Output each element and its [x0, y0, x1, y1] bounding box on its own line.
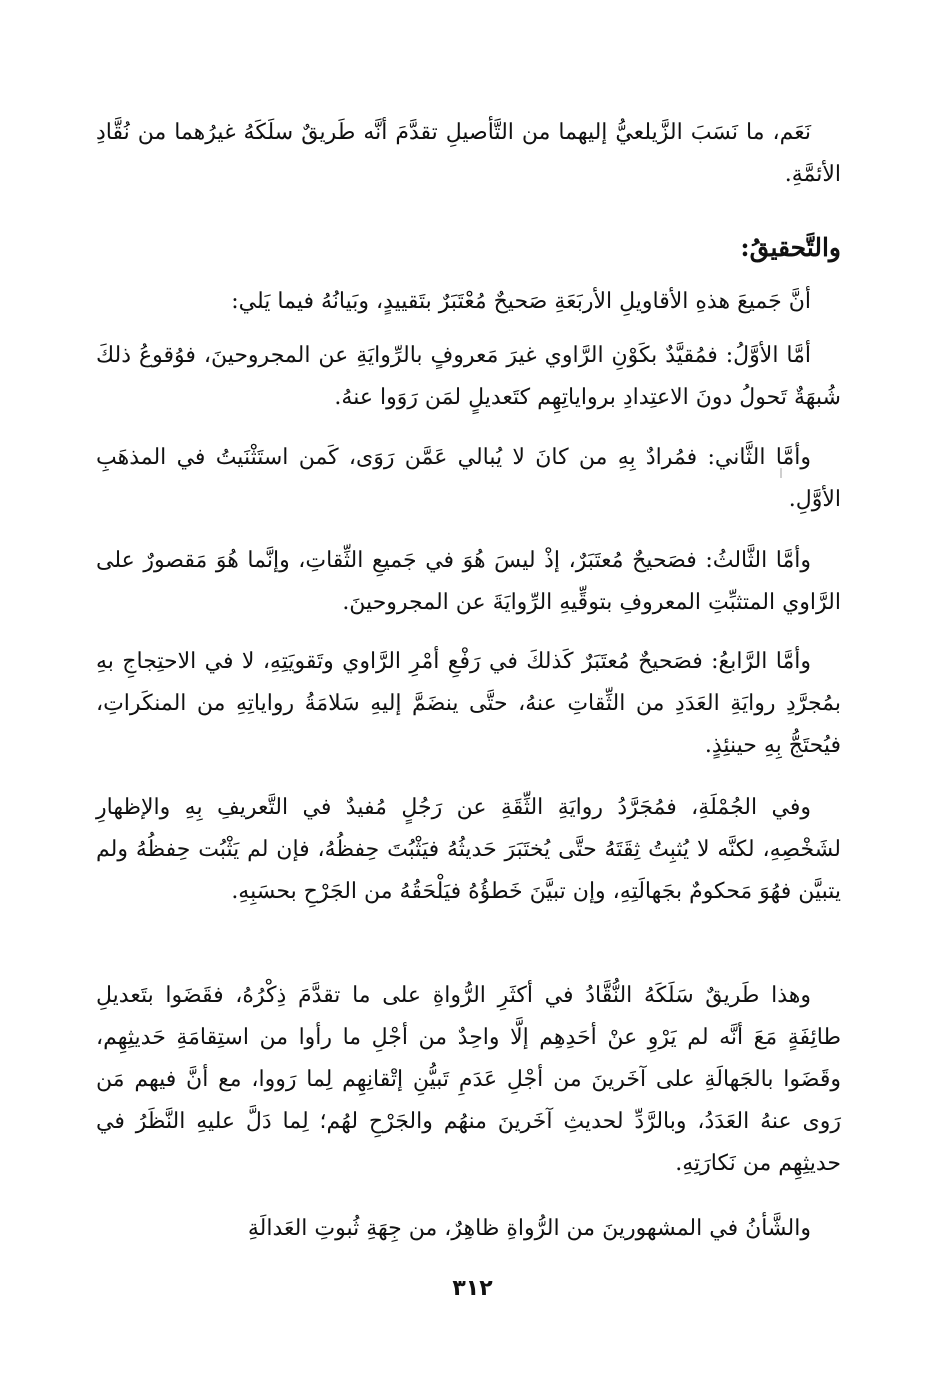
first-opinion-paragraph: أمَّا الأوَّلُ: فمُقيَّدٌ بكَوْنِ الرَّاوي غيرَ مَعروفٍ بالرِّوايَةِ عن المجروحينَ، فوُقوعُ ذلكَ شُبهَةٌ تَحولُ دونَ الاعتِدادِ برواياتِهِم كتَعديلٍ لمَن رَوَوا عنهُ. [96, 343, 841, 410]
summary-block [96, 281, 841, 323]
famous-narrators-paragraph: والشَّأنُ في المشهورينَ من الرُّواةِ ظاهِرٌ، من جِهَةِ ثُبوتِ العَدالَةِ [247, 1216, 811, 1241]
page-number: ٣١٢ [452, 1276, 493, 1301]
second-opinion-paragraph: وأمَّا الثَّاني: فمُرادٌ بِهِ من كانَ لا يُبالي عَمَّن رَوَى، كَمن استَثْنَيتُ في المذهَبِ الأوَّلِ. [96, 445, 841, 512]
sixth-block [96, 975, 841, 1185]
intro-paragraph: نَعَم، ما نَسَبَ الزَّيلعيُّ إليهما من التَّأصيلِ تقدَّمَ أنَّه طَريقٌ سلَكَهُ غيرُهما من نُقَّادِ الأئمَّةِ. [96, 120, 841, 187]
third-block [96, 540, 841, 624]
heading-block [96, 228, 841, 268]
critics-method-paragraph: وهذا طَريقٌ سَلَكَهُ النُّقَّادُ في أكثَرِ الرُّواةِ على ما تقدَّمَ ذِكْرُهُ، فقَضَوا بتَعديلِ طائِفَةٍ مَعَ أنَّه لم يَرْوِ عنْ أحَدِهِم إلَّا واحِدٌ من أجْلِ ما رأوا من استِقامَةِ حَديثِهِم، وقَضَوا بالجَهالَةِ على آخَرينَ من أجْلِ عَدَمِ تَبيُّنِ إتْقانِهِم لِما رَووا، مع أنَّ فيهم مَن رَوى عنهُ العَدَدُ، وبالرَّدِّ لحديثِ آخَرينَ منهُم والجَرْحِ لهُم؛ لِما دَلَّ عليهِ النَّظَرُ في حديثِهِم من نَكارَتِهِ. [96, 983, 841, 1176]
fourth-opinion-paragraph: وأمَّا الرَّابعُ: فصَحيحٌ مُعتَبَرٌ كَذلكَ في رَفْعِ أمْرِ الرَّاوي وتَقويَتِهِ، لا في الاحتِجاجِ بهِ بمُجرَّدِ روايَةِ العَدَدِ من الثِّقاتِ عنهُ، حتَّى ينضَمَّ إليهِ سَلامَةُ رواياتِهِ من المنكَراتِ، فيُحتَجُّ بِهِ حينئِذٍ. [96, 649, 841, 758]
intro-block [96, 112, 841, 196]
fifth-block [96, 787, 841, 913]
fourth-block [96, 641, 841, 767]
second-block [96, 437, 841, 521]
seventh-block [96, 1208, 841, 1250]
third-opinion-paragraph: وأمَّا الثَّالثُ: فصَحيحٌ مُعتَبَرٌ، إذْ ليسَ هُوَ في جَميعِ الثِّقاتِ، وإنَّما هُوَ مَقصورٌ على الرَّاوي المتثبِّتِ المعروفِ بتوقِّيهِ الرِّوايَةَ عن المجروحينَ. [96, 548, 841, 615]
conclusion-paragraph: وفي الجُمْلَةِ، فمُجَرَّدُ روايَةِ الثِّقَةِ عن رَجُلٍ مُفيدٌ في التَّعريفِ بِهِ والإظهارِ لشَخْصِهِ، لكنَّه لا يُثبِتُ ثِقَتَهُ حتَّى يُختَبَرَ حَديثُهُ فيَثْبُتَ حِفظُهُ، فإن لم يَثْبُت حِفظُهُ ولم يتبيَّن فهُوَ مَحكومٌ بجَهالَتِهِ، وإن تبيَّنَ خَطؤُهُ فيَلْحَقُهُ من الجَرْحِ بحسَبِهِ. [96, 795, 841, 904]
first-block [96, 335, 841, 419]
summary-paragraph: أنَّ جَميعَ هذهِ الأقاويلِ الأربَعَةِ صَحيحٌ مُعْتَبَرٌ بتَقييدٍ، وبَيانُهُ فيما يَلي: [231, 289, 811, 314]
section-heading: والتَّحقيقُ: [740, 233, 841, 262]
